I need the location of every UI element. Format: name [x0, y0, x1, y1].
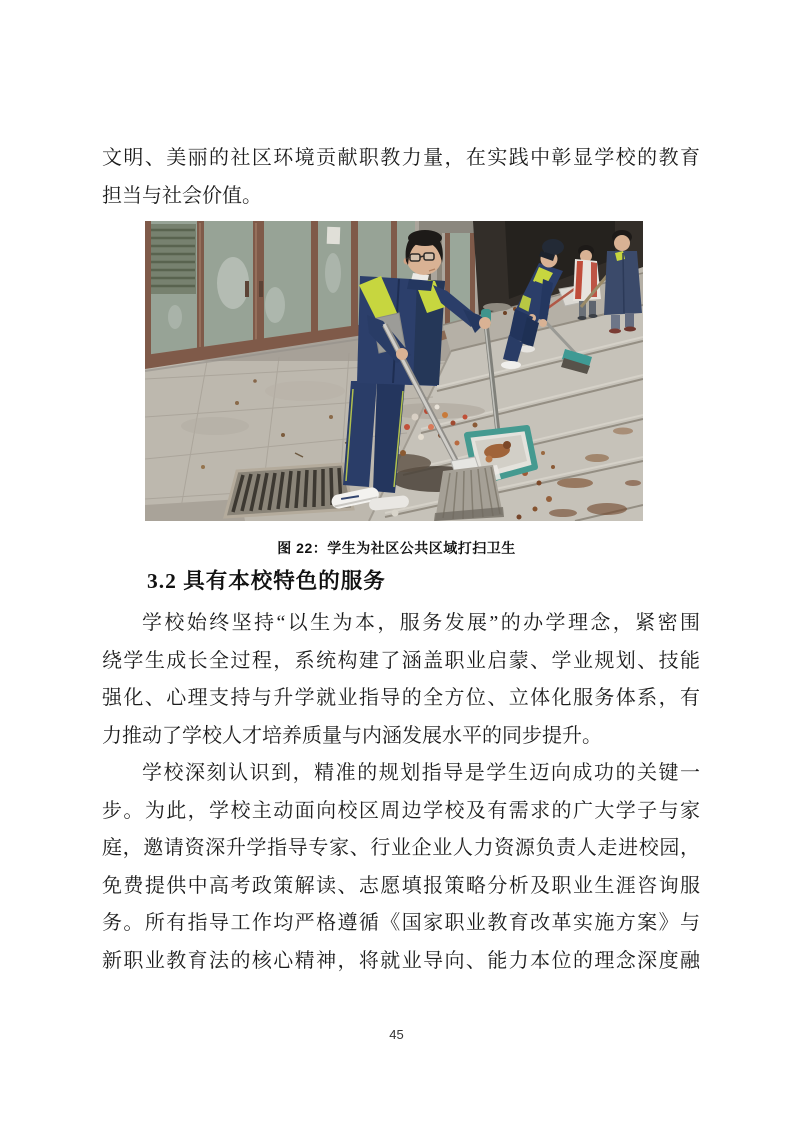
text-line: 步。为此，学校主动面向校区周边学校及有需求的广大学子与家: [102, 799, 700, 822]
figure-photo: [145, 221, 643, 521]
paper-sign: [327, 227, 341, 244]
section-body: [102, 605, 700, 980]
door-handle: [259, 281, 263, 297]
text-line: 学校深刻认识到，精准的规划指导是学生迈向成功的关键一: [142, 762, 700, 784]
text-line: 免费提供中高考政策解读、志愿填报策略分析及职业生涯咨询服: [102, 874, 700, 897]
window-blinds: [148, 224, 196, 294]
drain-grate: [225, 464, 353, 517]
text-line: 担当与社会价值。: [102, 184, 262, 207]
text-line: 力推动了学校人才培养质量与内涵发展水平的同步提升。: [102, 724, 602, 747]
text-line: 学校始终坚持“以生为本，服务发展”的办学理念，紧密围: [142, 612, 700, 634]
text-line: 庭，邀请资深升学指导专家、行业企业人力资源负责人走进校园，: [102, 837, 700, 859]
glasses: [406, 253, 434, 261]
text-line: 文明、美丽的社区环境贡献职教力量，在实践中彰显学校的教育: [102, 147, 700, 169]
text-line: 绕学生成长全过程，系统构建了涵盖职业启蒙、学业规划、技能: [102, 649, 700, 672]
figure-caption: 图 22：学生为社区公共区域打扫卫生: [277, 540, 516, 556]
intro-paragraph: [102, 140, 700, 215]
cleaning-photo-illustration: [145, 221, 643, 521]
door-handle: [245, 281, 249, 297]
text-line: 新职业教育法的核心精神，将就业导向、能力本位的理念深度融: [102, 949, 700, 972]
section-heading: 3.2 具有本校特色的服务: [147, 569, 386, 593]
text-line: 强化、心理支持与升学就业指导的全方位、立体化服务体系，有: [102, 687, 700, 709]
text-line: 务。所有指导工作均严格遵循《国家职业教育改革实施方案》与: [102, 912, 700, 934]
page-number: 45: [389, 1027, 404, 1042]
